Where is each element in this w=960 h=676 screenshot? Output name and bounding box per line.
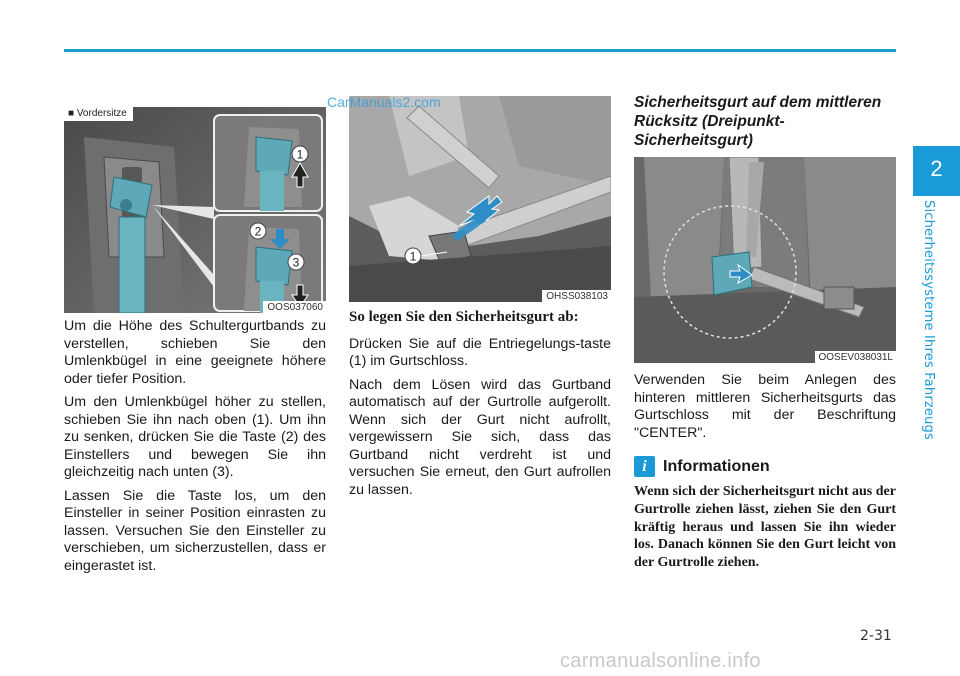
center-belt-illustration [634, 157, 896, 363]
section-title: Sicherheitsgurt auf dem mittleren Rücksitz (Dreipunkt-Sicherheitsgurt) [634, 94, 882, 149]
figure-shoulder-height-adjuster [64, 107, 326, 313]
page-number: 2-31 [860, 628, 892, 644]
paragraph: Lassen Sie die Taste los, um den Einsteller in seiner Position einrasten zu lassen. Versuchen Sie den Einsteller zu verschieben, um sicherzustellen, dass er eingerastet ist. [64, 487, 326, 574]
left-column-text [64, 318, 326, 581]
figure-code: OOS037060 [263, 301, 326, 313]
chapter-number: 2 [930, 156, 943, 181]
figure-code: OHSS038103 [542, 290, 611, 302]
figure-code: OOSEV038031L [815, 351, 897, 363]
callout-1: 1 [409, 249, 417, 264]
callout-1: 1 [296, 147, 304, 162]
chapter-title-text: Sicherheitssysteme Ihres Fahrzeugs [921, 200, 936, 440]
callout-layer [64, 107, 326, 313]
paragraph: Verwenden Sie beim Anlegen des hinteren mittleren Sicherheitsgurts das Gurtschloss mit der Beschriftung "CENTER". [634, 372, 896, 441]
callout-2: 2 [254, 224, 262, 239]
paragraph: Um den Umlenkbügel höher zu stellen, schieben Sie ihn nach oben (1). Um ihn zu senken, drücken Sie die Taste (2) des Einstellers und bewegen Sie ihn gleichzeitig nach unten (3). [64, 394, 326, 480]
middle-column-text [349, 309, 611, 505]
paragraph: Drücken Sie auf die Entriegelungs-taste (1) im Gurtschloss. [349, 335, 611, 369]
chapter-title [921, 200, 947, 440]
header-rule [64, 49, 896, 52]
figure-seatbelt-release [349, 96, 611, 302]
callout-3: 3 [292, 255, 300, 270]
section-heading: So legen Sie den Sicherheitsgurt ab: [349, 309, 579, 325]
right-column-text [634, 372, 896, 448]
callout-layer-mid [349, 96, 611, 302]
figure-tag: ■ Vordersitze [64, 107, 133, 121]
info-header [634, 456, 770, 477]
watermark-bottom: carmanualsonline.info [560, 650, 761, 672]
paragraph: Nach dem Lösen wird das Gurtband automatisch auf der Gurtrolle aufgerollt. Wenn sich der Gurt nicht aufrollt, vergewissern Sie sich, dass das Gurtband nicht verdreht ist und versuchen Sie erneut, den Gurt aufrollen zu lassen. [349, 376, 611, 498]
figure-center-rear-seatbelt [634, 157, 896, 363]
paragraph: Um die Höhe des Schultergurtbands zu verstellen, schieben Sie den Umlenkbügel in eine geeignete höhere oder tiefer Position. [64, 318, 326, 387]
watermark-top: CarManuals2.com [327, 94, 441, 110]
chapter-tab [913, 146, 960, 196]
info-title: Informationen [663, 457, 770, 475]
info-icon: i [634, 456, 655, 477]
info-body: Wenn sich der Sicherheitsgurt nicht aus der Gurtrolle ziehen lässt, ziehen Sie den Gurt kräftig heraus und lassen Sie ihn wieder los. Danach können Sie den Gurt leicht von der Gurtrolle ziehen. [634, 484, 896, 571]
